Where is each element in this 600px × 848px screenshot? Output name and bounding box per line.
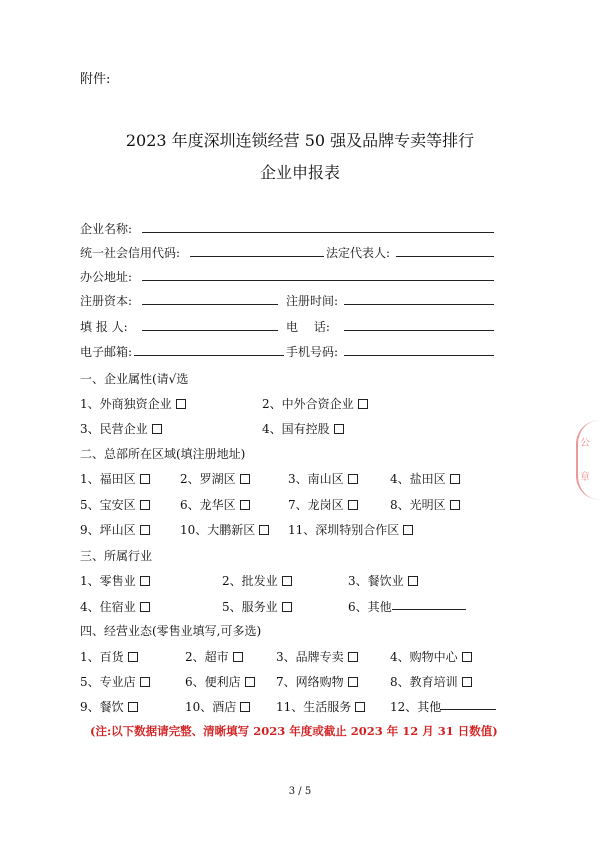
format-other-field[interactable]: [440, 709, 496, 710]
checkbox-icon[interactable]: [348, 474, 358, 484]
checkbox-icon[interactable]: [334, 424, 344, 434]
option-industry-other[interactable]: [348, 598, 392, 615]
phone-label: 电 话:: [286, 320, 330, 334]
filler-field[interactable]: [142, 330, 278, 331]
option-education[interactable]: [390, 673, 472, 690]
option-dapeng[interactable]: [180, 521, 269, 538]
form-subtitle: 企业申报表: [259, 163, 340, 182]
option-supermarket[interactable]: [185, 648, 243, 665]
option-department-store[interactable]: [80, 648, 138, 665]
option-joint-venture[interactable]: [262, 395, 368, 412]
option-label: 4、国有控股: [262, 422, 330, 436]
checkbox-icon[interactable]: [358, 399, 368, 409]
credit-code-field[interactable]: [190, 256, 324, 257]
option-catering[interactable]: [348, 572, 418, 589]
option-label: 10、酒店: [185, 700, 237, 714]
option-label: 2、罗湖区: [180, 472, 236, 486]
registration-time-label: 注册时间:: [286, 294, 339, 308]
section3-heading: 三、所属行业: [80, 549, 153, 563]
checkbox-icon[interactable]: [408, 576, 418, 586]
checkbox-icon[interactable]: [348, 652, 358, 662]
option-longhua[interactable]: [180, 496, 250, 513]
option-label: 4、购物中心: [390, 650, 458, 664]
checkbox-icon[interactable]: [450, 474, 460, 484]
checkbox-icon[interactable]: [355, 702, 365, 712]
checkbox-icon[interactable]: [450, 500, 460, 510]
option-label: 2、中外合资企业: [262, 397, 354, 411]
industry-other-field[interactable]: [392, 609, 466, 610]
option-label: 4、住宿业: [80, 600, 136, 614]
option-guangming[interactable]: [390, 496, 460, 513]
option-label: 4、盐田区: [390, 472, 446, 486]
option-baoan[interactable]: [80, 496, 150, 513]
attachment-label: 附件:: [80, 72, 111, 87]
checkbox-icon[interactable]: [240, 702, 250, 712]
option-shopping-center[interactable]: [390, 648, 472, 665]
option-life-services[interactable]: [276, 698, 365, 715]
option-convenience-store[interactable]: [185, 673, 255, 690]
option-label: 11、生活服务: [276, 700, 352, 714]
option-brand-store[interactable]: [276, 648, 358, 665]
checkbox-icon[interactable]: [348, 677, 358, 687]
option-hotel[interactable]: [185, 698, 250, 715]
checkbox-icon[interactable]: [140, 576, 150, 586]
option-pingshan[interactable]: [80, 521, 150, 538]
option-services[interactable]: [222, 598, 292, 615]
checkbox-icon[interactable]: [176, 399, 186, 409]
checkbox-icon[interactable]: [128, 702, 138, 712]
option-label: 12、其他: [390, 700, 442, 714]
legal-rep-label: 法定代表人:: [326, 246, 391, 260]
option-longgang[interactable]: [288, 496, 358, 513]
option-specialty-store[interactable]: [80, 673, 150, 690]
phone-field[interactable]: [344, 330, 494, 331]
option-label: 2、批发业: [222, 574, 278, 588]
option-label: 3、品牌专卖: [276, 650, 344, 664]
registered-capital-field[interactable]: [142, 304, 278, 305]
option-retail[interactable]: [80, 572, 150, 589]
option-label: 3、餐饮业: [348, 574, 404, 588]
page-number: 3 / 5: [288, 786, 312, 797]
checkbox-icon[interactable]: [240, 500, 250, 510]
option-label: 5、服务业: [222, 600, 278, 614]
section2-heading: 二、总部所在区域(填注册地址): [80, 447, 246, 461]
registered-capital-label: 注册资本:: [80, 294, 133, 308]
checkbox-icon[interactable]: [140, 602, 150, 612]
option-label: 1、福田区: [80, 472, 136, 486]
option-format-other[interactable]: [390, 698, 441, 715]
option-label: 9、餐饮: [80, 700, 124, 714]
option-label: 7、网络购物: [276, 675, 344, 689]
option-label: 2、超市: [185, 650, 229, 664]
checkbox-icon[interactable]: [233, 652, 243, 662]
email-field[interactable]: [134, 355, 284, 356]
mobile-field[interactable]: [344, 355, 494, 356]
checkbox-icon[interactable]: [462, 652, 472, 662]
checkbox-icon[interactable]: [348, 500, 358, 510]
option-online-shopping[interactable]: [276, 673, 358, 690]
checkbox-icon[interactable]: [140, 474, 150, 484]
mobile-label: 手机号码:: [286, 345, 339, 359]
seal-char: 章: [580, 472, 590, 483]
checkbox-icon[interactable]: [282, 602, 292, 612]
checkbox-icon[interactable]: [403, 525, 413, 535]
checkbox-icon[interactable]: [240, 474, 250, 484]
option-label: 7、龙岗区: [288, 498, 344, 512]
company-name-field[interactable]: [142, 232, 494, 233]
option-special-cooperation-zone[interactable]: [288, 521, 413, 538]
option-label: 3、南山区: [288, 472, 344, 486]
checkbox-icon[interactable]: [282, 576, 292, 586]
option-label: 11、深圳特别合作区: [288, 523, 400, 537]
filler-label: 填 报 人:: [80, 320, 128, 334]
section4-heading: 四、经营业态(零售业填写,可多选): [80, 624, 262, 638]
option-label: 8、教育培训: [390, 675, 458, 689]
checkbox-icon[interactable]: [140, 525, 150, 535]
email-label: 电子邮箱:: [80, 345, 133, 359]
section1-heading: 一、企业属性(请√选: [80, 372, 189, 386]
option-label: 6、龙华区: [180, 498, 236, 512]
checkbox-icon[interactable]: [140, 677, 150, 687]
option-label: 10、大鹏新区: [180, 523, 256, 537]
option-accommodation[interactable]: [80, 598, 150, 615]
checkbox-icon[interactable]: [140, 500, 150, 510]
option-label: 1、外商独资企业: [80, 397, 172, 411]
checkbox-icon[interactable]: [259, 525, 269, 535]
option-state-owned[interactable]: [262, 420, 344, 437]
company-name-label: 企业名称:: [80, 222, 133, 236]
checkbox-icon[interactable]: [152, 424, 162, 434]
option-label: 9、坪山区: [80, 523, 136, 537]
office-address-label: 办公地址:: [80, 270, 133, 284]
option-label: 1、零售业: [80, 574, 136, 588]
credit-code-label: 统一社会信用代码:: [80, 246, 181, 260]
checkbox-icon[interactable]: [128, 652, 138, 662]
registration-time-field[interactable]: [344, 304, 494, 305]
seal-stamp: [576, 420, 600, 500]
option-label: 3、民营企业: [80, 422, 148, 436]
option-wholesale[interactable]: [222, 572, 292, 589]
option-luohu[interactable]: [180, 470, 250, 487]
option-label: 5、宝安区: [80, 498, 136, 512]
option-label: 6、其他: [348, 600, 392, 614]
checkbox-icon[interactable]: [245, 677, 255, 687]
option-private[interactable]: [80, 420, 162, 437]
option-futian[interactable]: [80, 470, 150, 487]
option-yantian[interactable]: [390, 470, 460, 487]
option-label: 5、专业店: [80, 675, 136, 689]
option-nanshan[interactable]: [288, 470, 358, 487]
form-title: 2023 年度深圳连锁经营 50 强及品牌专卖等排行: [125, 131, 475, 150]
seal-char: 公: [580, 438, 590, 449]
legal-rep-field[interactable]: [396, 256, 494, 257]
option-label: 6、便利店: [185, 675, 241, 689]
data-note: (注:以下数据请完整、清晰填写 2023 年度或截止 2023 年 12 月 31 日数值): [90, 724, 498, 738]
option-label: 8、光明区: [390, 498, 446, 512]
checkbox-icon[interactable]: [462, 677, 472, 687]
option-foreign-owned[interactable]: [80, 395, 186, 412]
option-label: 1、百货: [80, 650, 124, 664]
option-food-service[interactable]: [80, 698, 138, 715]
office-address-field[interactable]: [142, 280, 494, 281]
